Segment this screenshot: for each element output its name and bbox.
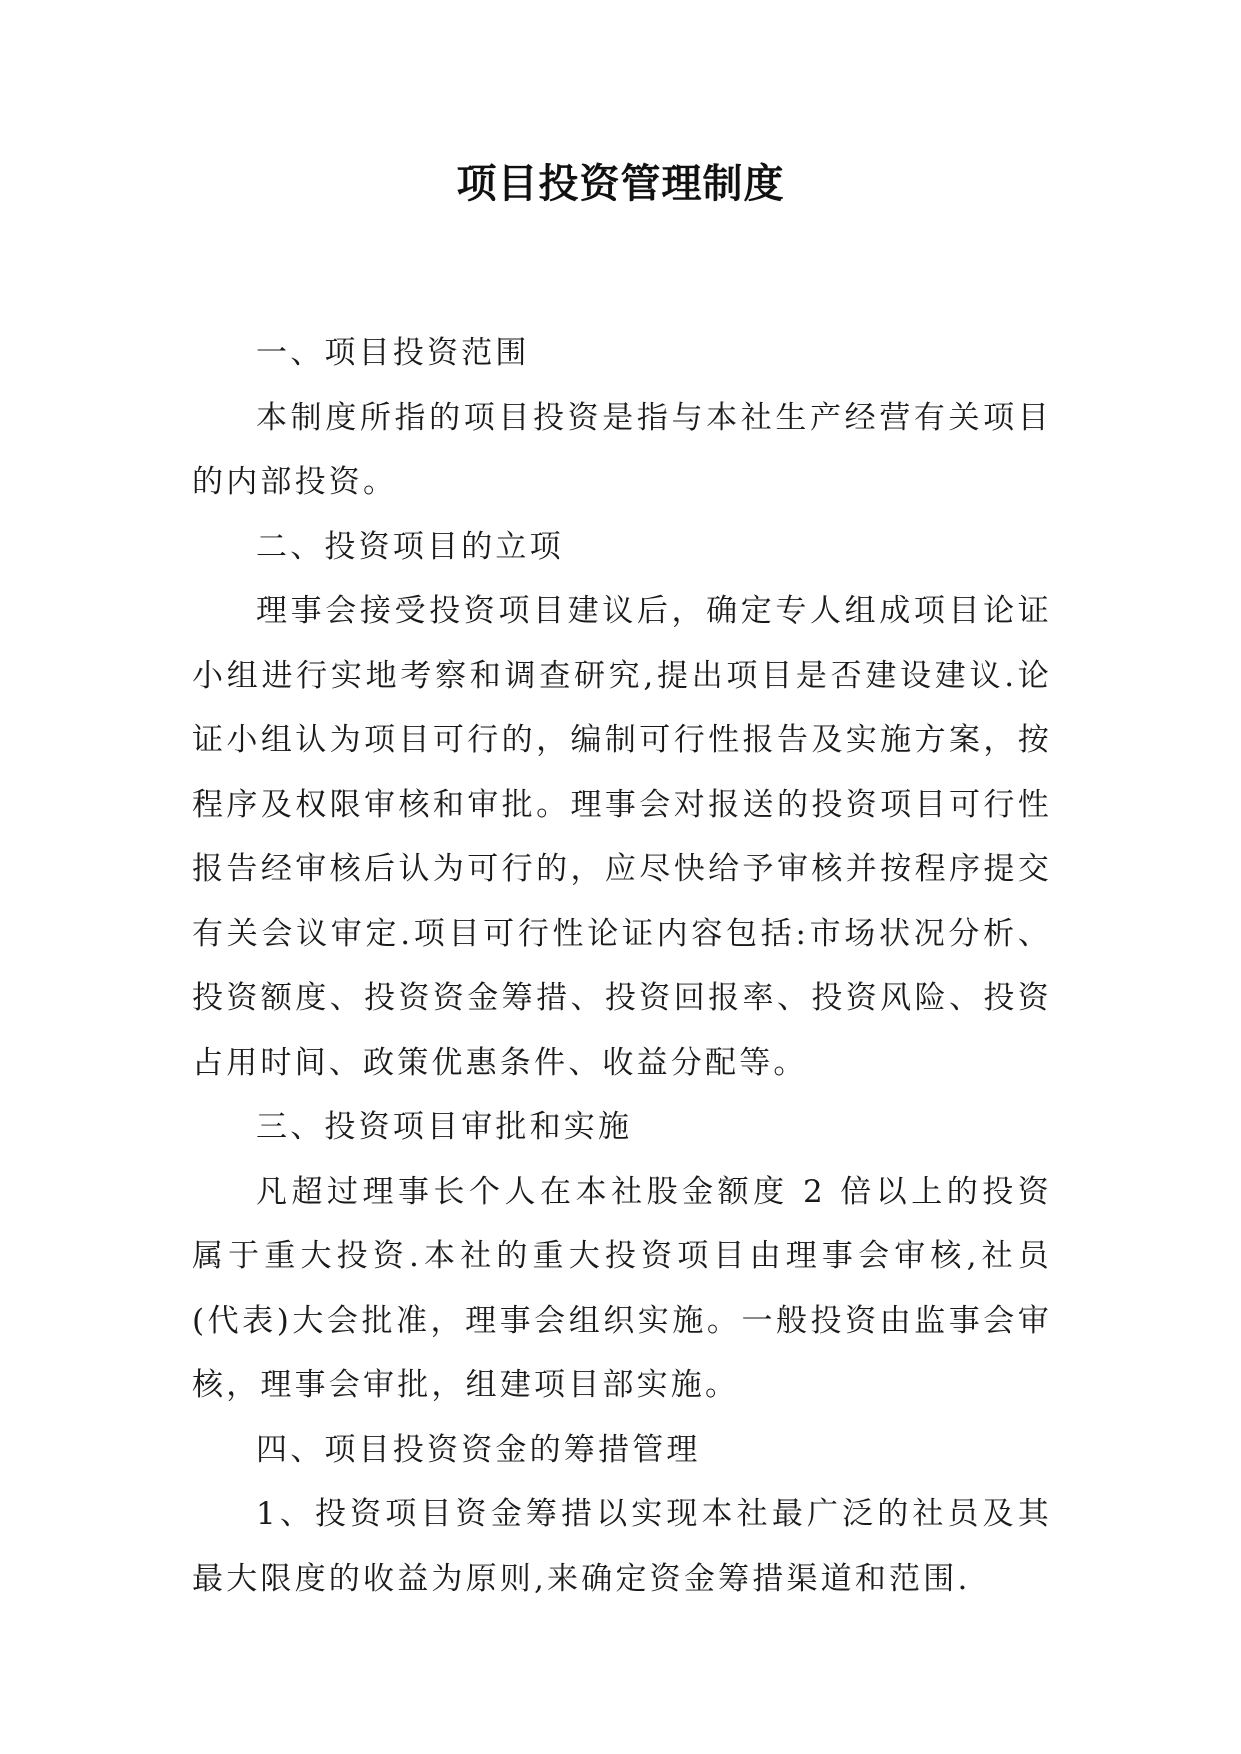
paragraph-scope: 本制度所指的项目投资是指与本社生产经营有关项目的内部投资。 (192, 399, 1052, 500)
section-heading-project-approval: 二、投资项目的立项 (256, 528, 564, 565)
document-body (192, 321, 1052, 1611)
paragraph-fund-raising-1: 1、投资项目资金筹措以实现本社最广泛的社员及其最大限度的收益为原则,来确定资金筹措渠道和范围. (192, 1496, 1052, 1597)
paragraph-review-implementation: 凡超过理事长个人在本社股金额度 2 倍以上的投资属于重大投资.本社的重大投资项目由理事会审核,社员(代表)大会批准，理事会组织实施。一般投资由监事会审核，理事会审批，组建项目部实施。 (192, 1173, 1052, 1403)
document-title: 项目投资管理制度 (456, 161, 785, 207)
section-heading-review-implementation: 三、投资项目审批和实施 (256, 1109, 633, 1145)
section-heading-scope: 一、项目投资范围 (256, 335, 530, 371)
paragraph-project-approval: 理事会接受投资项目建议后，确定专人组成项目论证小组进行实地考察和调查研究,提出项目是否建设建议.论证小组认为项目可行的，编制可行性报告及实施方案，按程序及权限审核和审批。理事会对报送的投资项目可行性报告经审核后认为可行的，应尽快给予审核并按程序提交有关会议审定.项目可行性论证内容包括:市场状况分析、投资额度、投资资金筹措、投资回报率、投资风险、投资占用时间、政策优惠条件、收益分配等。 (192, 593, 1052, 1081)
section-heading-fund-raising: 四、项目投资资金的筹措管理 (256, 1431, 701, 1468)
